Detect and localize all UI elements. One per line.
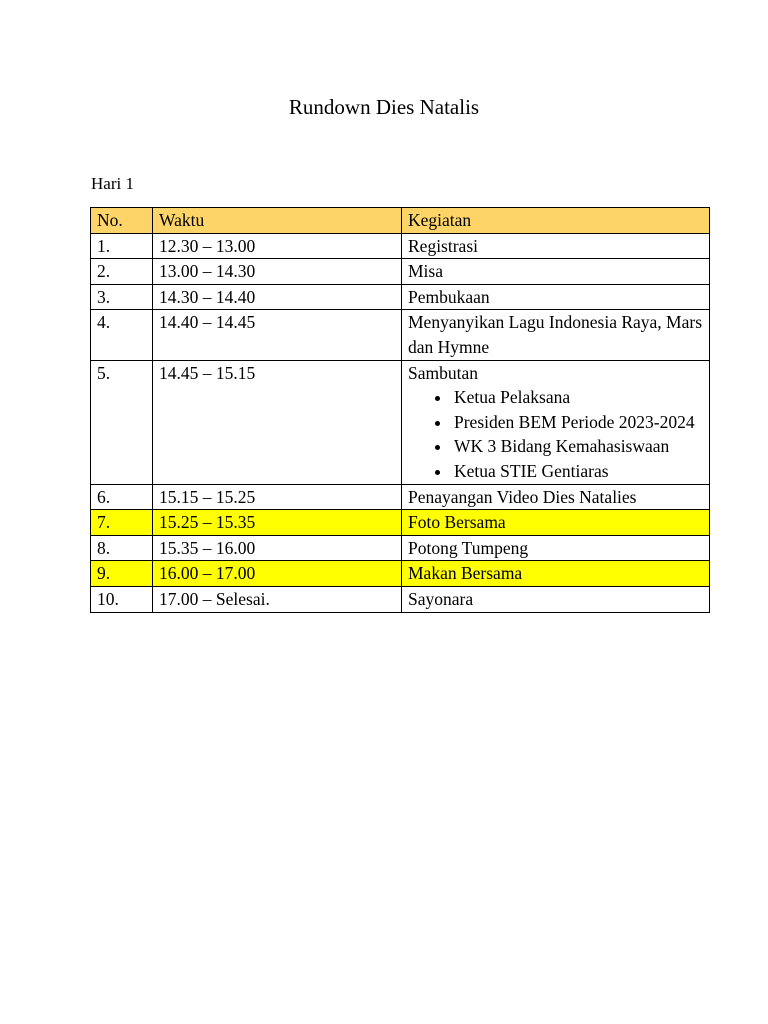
row-time [153,284,402,310]
speech-list-item: • WK 3 Bidang Kemahasiswaan [452,434,703,459]
row-activity [402,233,710,259]
row-number [91,360,153,484]
row-time-text: 13.00 – 14.30 [159,261,256,282]
row-time-text: 14.40 – 14.45 [159,312,256,333]
row-time [153,310,402,360]
header-activity: Kegiatan [402,208,710,234]
row-number [91,586,153,612]
row-activity [402,535,710,561]
row-number [91,284,153,310]
row-time [153,259,402,285]
speech-list [408,385,703,483]
row-activity-text: Potong Tumpeng [408,537,529,558]
row-time [153,360,402,484]
row-activity [402,510,710,536]
table-body [91,233,710,612]
row-number [91,510,153,536]
row-number-text: 7. [97,512,111,533]
row-time-text: 15.35 – 16.00 [159,537,256,558]
table-row [91,259,710,285]
row-time-text: 16.00 – 17.00 [159,563,256,584]
row-number [91,484,153,510]
row-number-text: 1. [97,235,111,256]
row-activity [402,360,710,484]
header-time: Waktu [153,208,402,234]
table-row [91,284,710,310]
row-time-text: 14.45 – 15.15 [159,362,256,383]
row-time-text: 14.30 – 14.40 [159,286,256,307]
row-number-text: 5. [97,362,111,383]
row-activity-text: Foto Bersama [408,512,506,533]
rundown-table [90,207,710,613]
row-number-text: 9. [97,563,111,584]
row-activity [402,310,710,360]
row-time-text: 12.30 – 13.00 [159,235,256,256]
row-activity-text: Menyanyikan Lagu Indonesia Raya, Mars dan Hymne [408,312,703,357]
row-number-text: 2. [97,261,111,282]
row-time [153,510,402,536]
document-title: Rundown Dies Natalis [288,95,480,119]
row-time [153,484,402,510]
row-time [153,233,402,259]
row-time-text: 15.15 – 15.25 [159,486,256,507]
day-label: Hari 1 [91,174,134,193]
table-row [91,484,710,510]
row-number [91,310,153,360]
table-row [91,360,710,484]
table-row [91,561,710,587]
row-activity-text: Makan Bersama [408,563,523,584]
row-time-text: 15.25 – 15.35 [159,512,256,533]
table-row [91,586,710,612]
row-time [153,561,402,587]
header-no: No. [91,208,153,234]
row-number-text: 4. [97,312,111,333]
table-row [91,233,710,259]
row-number [91,259,153,285]
row-number-text: 10. [97,588,119,609]
table-header-row [91,208,710,234]
row-time-text: 17.00 – Selesai. [159,588,270,609]
row-activity-text: Sambutan [408,362,478,383]
row-activity [402,561,710,587]
row-number [91,233,153,259]
row-activity-text: Penayangan Video Dies Natalies [408,486,637,507]
row-activity [402,484,710,510]
speech-list-item: • Ketua STIE Gentiaras [452,459,703,484]
row-activity [402,284,710,310]
row-activity-text: Misa [408,261,443,282]
speech-list-item: • Ketua Pelaksana [452,385,703,410]
table-row [91,510,710,536]
row-number-text: 3. [97,286,111,307]
row-number [91,535,153,561]
row-activity-text: Sayonara [408,588,474,609]
row-activity-text: Registrasi [408,235,478,256]
table-row [91,310,710,360]
speech-list-item: • Presiden BEM Periode 2023-2024 [452,410,703,435]
table-row [91,535,710,561]
row-time [153,535,402,561]
row-number [91,561,153,587]
row-activity [402,586,710,612]
row-time [153,586,402,612]
row-number-text: 6. [97,486,111,507]
row-number-text: 8. [97,537,111,558]
row-activity-text: Pembukaan [408,286,490,307]
row-activity [402,259,710,285]
